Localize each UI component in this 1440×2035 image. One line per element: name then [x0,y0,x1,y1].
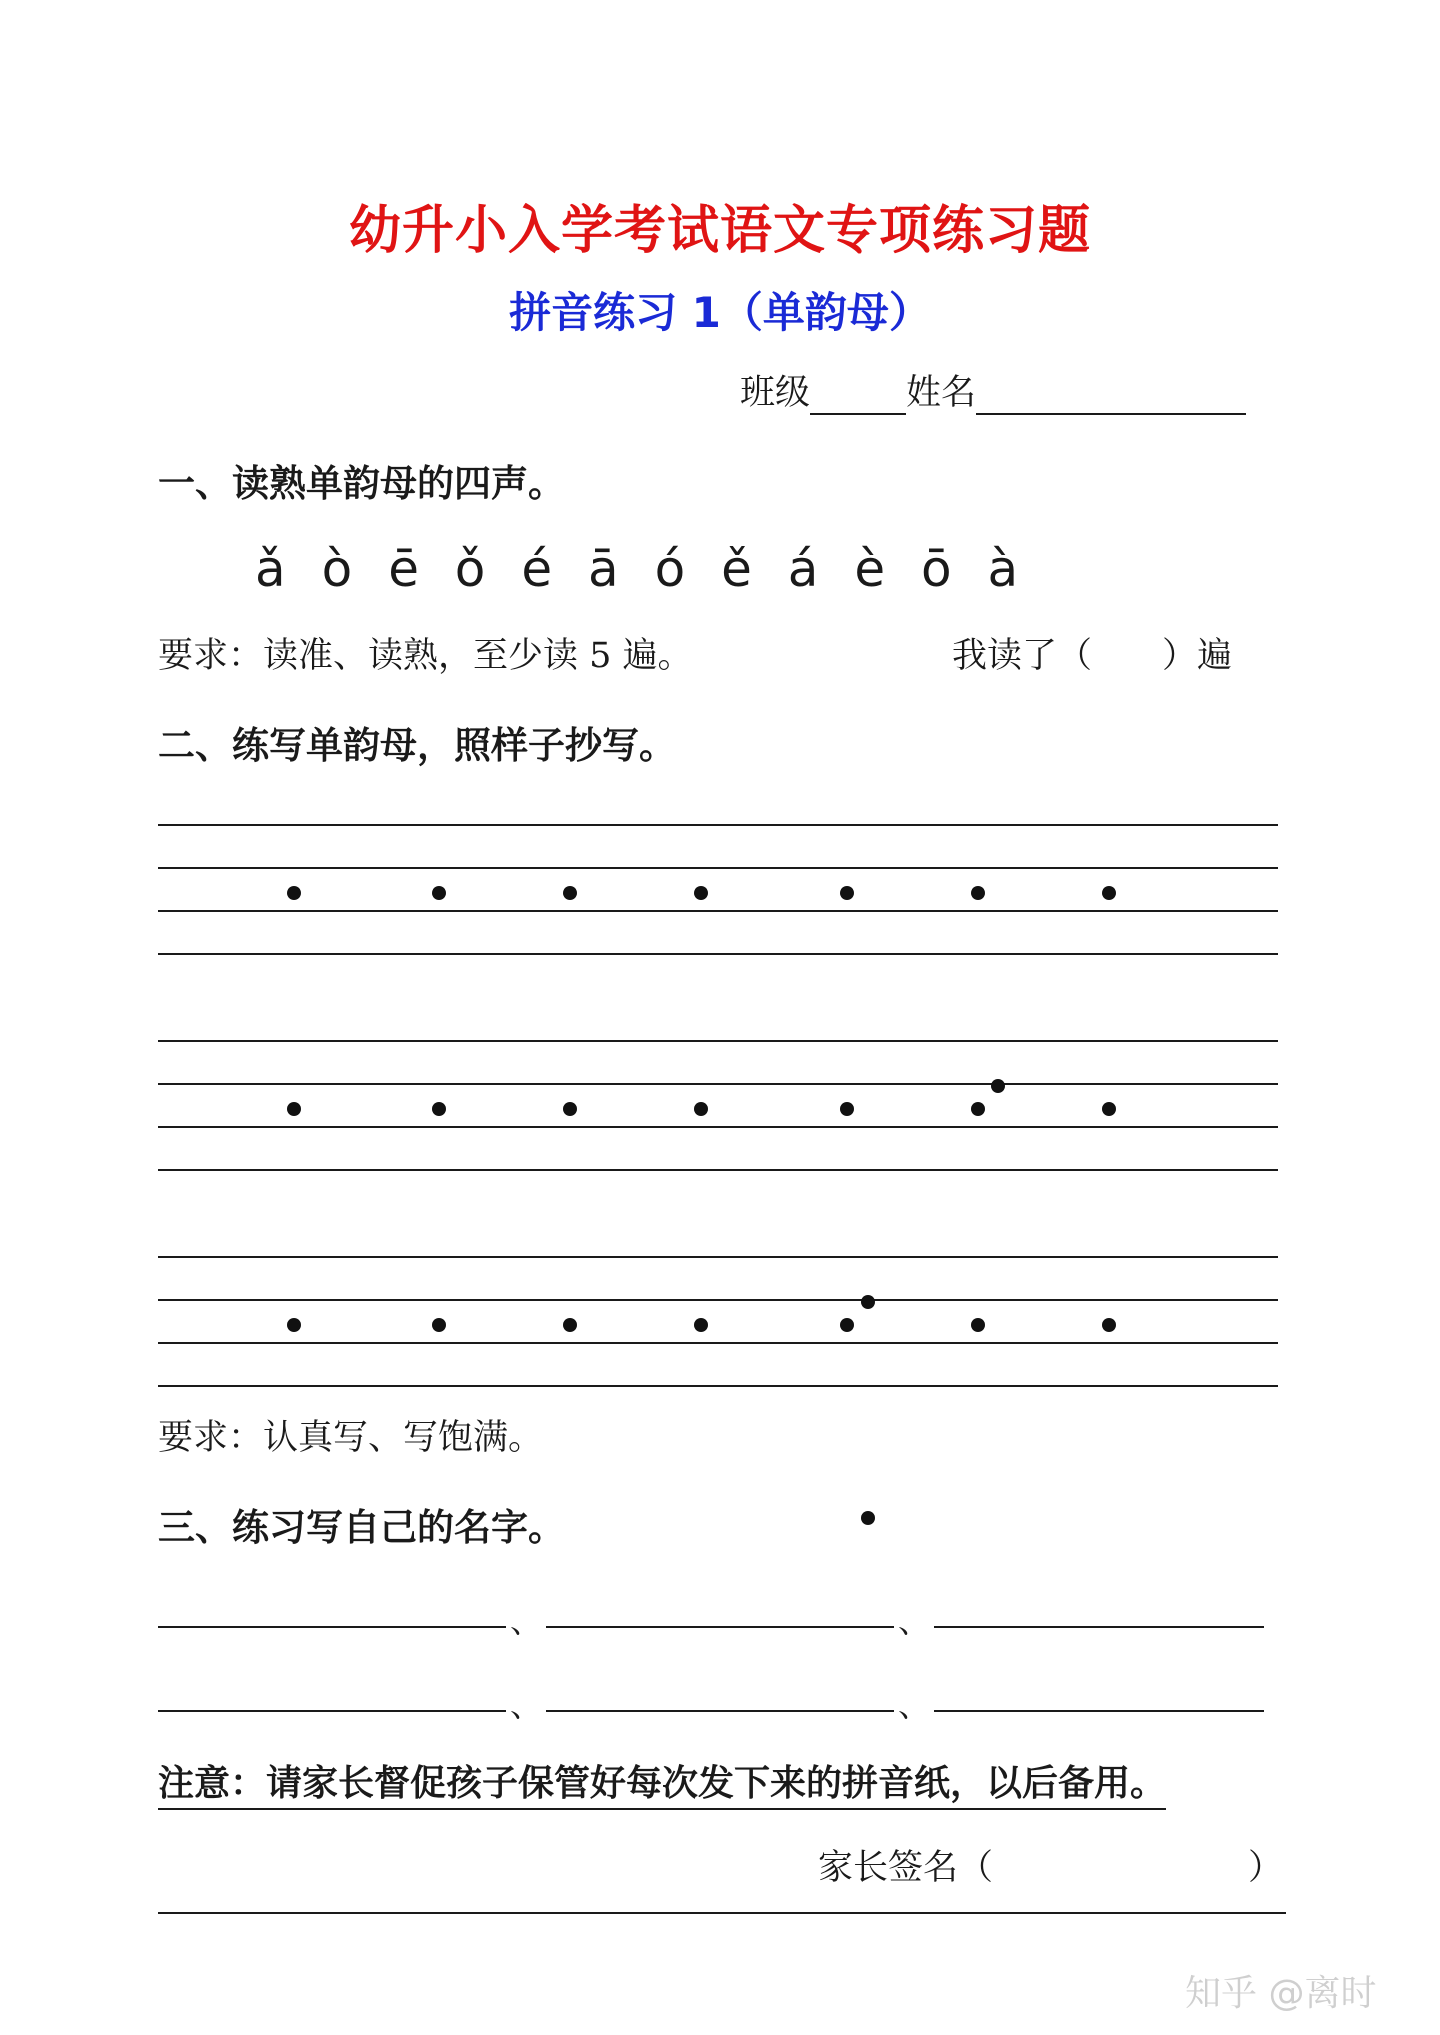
guide-dot [563,1102,577,1116]
section2-heading: 二、练写单韵母，照样子抄写。 [158,723,676,767]
guide-dot [694,886,708,900]
writing-line [158,910,1278,912]
page-title: 幼升小入学考试语文专项练习题 [348,201,1091,261]
section2-requirement: 要求：认真写、写饱满。 [158,1418,544,1458]
pinyin-item: ā [587,540,619,598]
writing-line [158,1126,1278,1128]
name-write-line[interactable] [934,1710,1264,1712]
name-separator: 、 [898,1686,931,1724]
pinyin-item: ě [721,540,752,598]
guide-dot [432,1318,446,1332]
name-separator: 、 [510,1602,543,1640]
read-count-suffix: ）遍 [1162,636,1233,676]
pinyin-item: ò [321,540,353,598]
guide-dot [432,886,446,900]
parent-sign-close: ） [1248,1848,1284,1888]
pinyin-item: ē [388,540,419,598]
writing-line [158,1299,1278,1301]
writing-line [158,867,1278,869]
page-subtitle: 拼音练习 1（单韵母） [509,288,931,337]
read-count [952,628,1232,678]
name-write-line[interactable] [158,1710,506,1712]
pinyin-item: ǒ [454,540,486,598]
guide-dot [1102,1102,1116,1116]
writing-line [158,1385,1278,1387]
name-write-line[interactable] [158,1626,506,1628]
pinyin-item: é [521,540,553,598]
guide-dot [971,1102,985,1116]
name-write-line[interactable] [546,1710,894,1712]
class-label: 班级 [740,373,811,413]
pinyin-item: ǎ [255,540,286,598]
pinyin-row [255,540,1054,598]
pinyin-item: ó [654,540,686,598]
guide-dot [287,886,301,900]
name-label: 姓名 [906,373,977,413]
section1-heading: 一、读熟单韵母的四声。 [158,461,565,505]
guide-dot [287,1318,301,1332]
name-separator: 、 [898,1602,931,1640]
section1-requirement: 要求：读准、读熟，至少读 5 遍。 [158,636,693,676]
guide-dot [694,1318,708,1332]
writing-line [158,1083,1278,1085]
guide-dot [694,1102,708,1116]
guide-dot [432,1102,446,1116]
guide-dot [971,886,985,900]
name-write-line[interactable] [934,1626,1264,1628]
name-field[interactable] [976,377,1246,415]
pinyin-item: à [987,540,1019,598]
section3-heading: 三、练习写自己的名字。 [158,1505,565,1549]
guide-dot [563,886,577,900]
bottom-rule [158,1912,1286,1914]
guide-dot [1102,886,1116,900]
writing-line [158,824,1278,826]
name-separator: 、 [510,1686,543,1724]
stray-dot [991,1079,1005,1093]
pinyin-item: è [854,540,886,598]
class-field[interactable] [810,377,906,415]
parent-signature [818,1840,1284,1890]
writing-line [158,1256,1278,1258]
read-count-prefix: 我读了（ [952,636,1093,676]
writing-line [158,953,1278,955]
guide-dot [840,886,854,900]
stray-dot [861,1295,875,1309]
pinyin-item: á [787,540,819,598]
guide-dot [563,1318,577,1332]
name-write-line[interactable] [546,1626,894,1628]
parent-sign-label: 家长签名（ [818,1848,994,1888]
guide-dot [840,1318,854,1332]
guide-dot [971,1318,985,1332]
guide-dot [840,1102,854,1116]
writing-line [158,1040,1278,1042]
writing-line [158,1169,1278,1171]
class-name-line [740,365,1246,415]
stray-dot [861,1511,875,1525]
parent-notice: 注意：请家长督促孩子保管好每次发下来的拼音纸，以后备用。 [158,1755,1166,1810]
pinyin-item: ō [920,540,952,598]
guide-dot [1102,1318,1116,1332]
guide-dot [287,1102,301,1116]
writing-line [158,1342,1278,1344]
watermark: 知乎 @离时 [1185,1973,1377,2014]
